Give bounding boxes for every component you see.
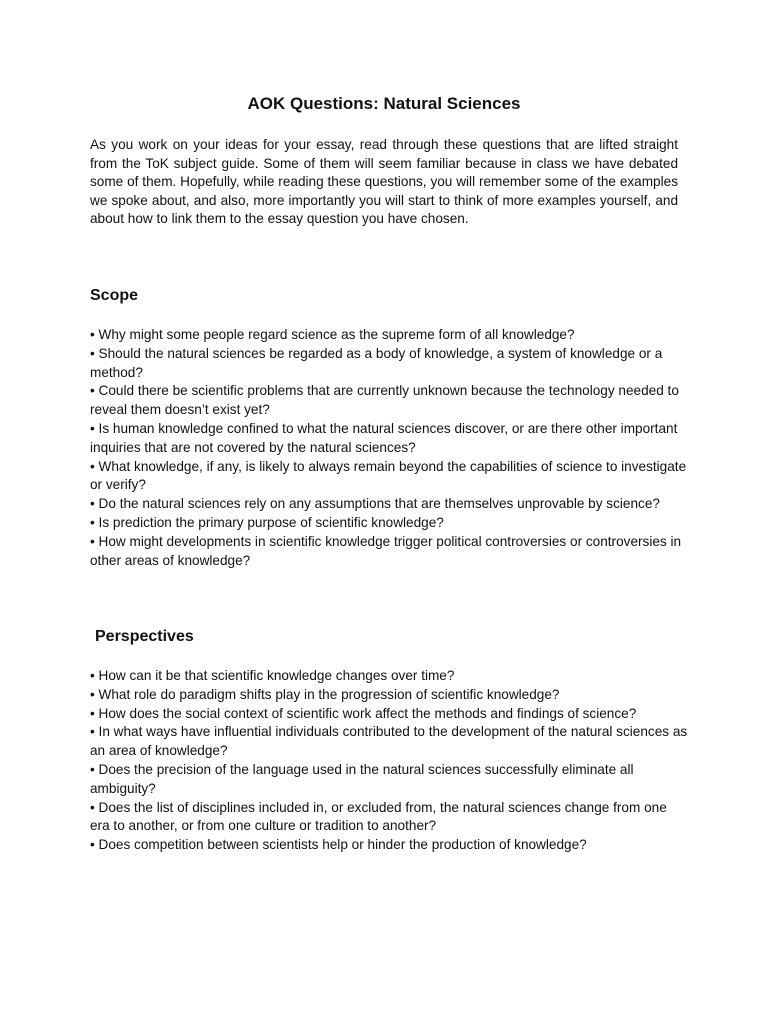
- perspectives-question: • What role do paradigm shifts play in the progression of scientific knowledge?: [90, 686, 560, 702]
- scope-question: • Is human knowledge confined to what the natural sciences discover, or are there other important inquiries that are not covered by the natural sciences?: [90, 420, 678, 455]
- scope-question: • Could there be scientific problems that are currently unknown because the technology needed to reveal them doesn’t exist yet?: [90, 383, 679, 418]
- intro-paragraph: As you work on your ideas for your essay, read through these questions that are lifted straight from the ToK subject guide. Some of them will seem familiar because in class we have debated some of them. Hopefully, while reading these questions, you will remember some of the examples we spoke about, and also, more importantly you will start to think of more examples yourself, and about how to link them to the essay question you have chosen.: [90, 137, 678, 227]
- scope-question-list: [90, 326, 690, 570]
- perspectives-question: • Does the precision of the language used in the natural sciences successfully eliminate all ambiguity?: [90, 761, 634, 796]
- scope-question: • Should the natural sciences be regarded as a body of knowledge, a system of knowledge or a method?: [90, 345, 663, 380]
- perspectives-question: • In what ways have influential individuals contributed to the development of the natural sciences as an area of knowledge?: [90, 724, 688, 759]
- perspectives-heading: Perspectives: [95, 628, 194, 645]
- perspectives-question: • How does the social context of scientific work affect the methods and findings of science?: [90, 705, 637, 721]
- scope-heading: Scope: [90, 287, 139, 304]
- scope-question: • How might developments in scientific knowledge trigger political controversies or controversies in other areas of knowledge?: [90, 533, 682, 568]
- scope-question: • Do the natural sciences rely on any assumptions that are themselves unprovable by science?: [90, 496, 660, 512]
- perspectives-question: • Does the list of disciplines included in, or excluded from, the natural sciences change from one era to another, or from one culture or tradition to another?: [90, 799, 667, 834]
- scope-question: • What knowledge, if any, is likely to always remain beyond the capabilities of science to investigate or verify?: [90, 458, 687, 493]
- page-title: AOK Questions: Natural Sciences: [247, 94, 521, 113]
- perspectives-question: • How can it be that scientific knowledge changes over time?: [90, 668, 455, 683]
- perspectives-question-list: [90, 667, 690, 855]
- scope-question: • Why might some people regard science as the supreme form of all knowledge?: [90, 327, 575, 342]
- scope-question: • Is prediction the primary purpose of scientific knowledge?: [90, 514, 444, 530]
- perspectives-question: • Does competition between scientists help or hinder the production of knowledge?: [90, 837, 587, 853]
